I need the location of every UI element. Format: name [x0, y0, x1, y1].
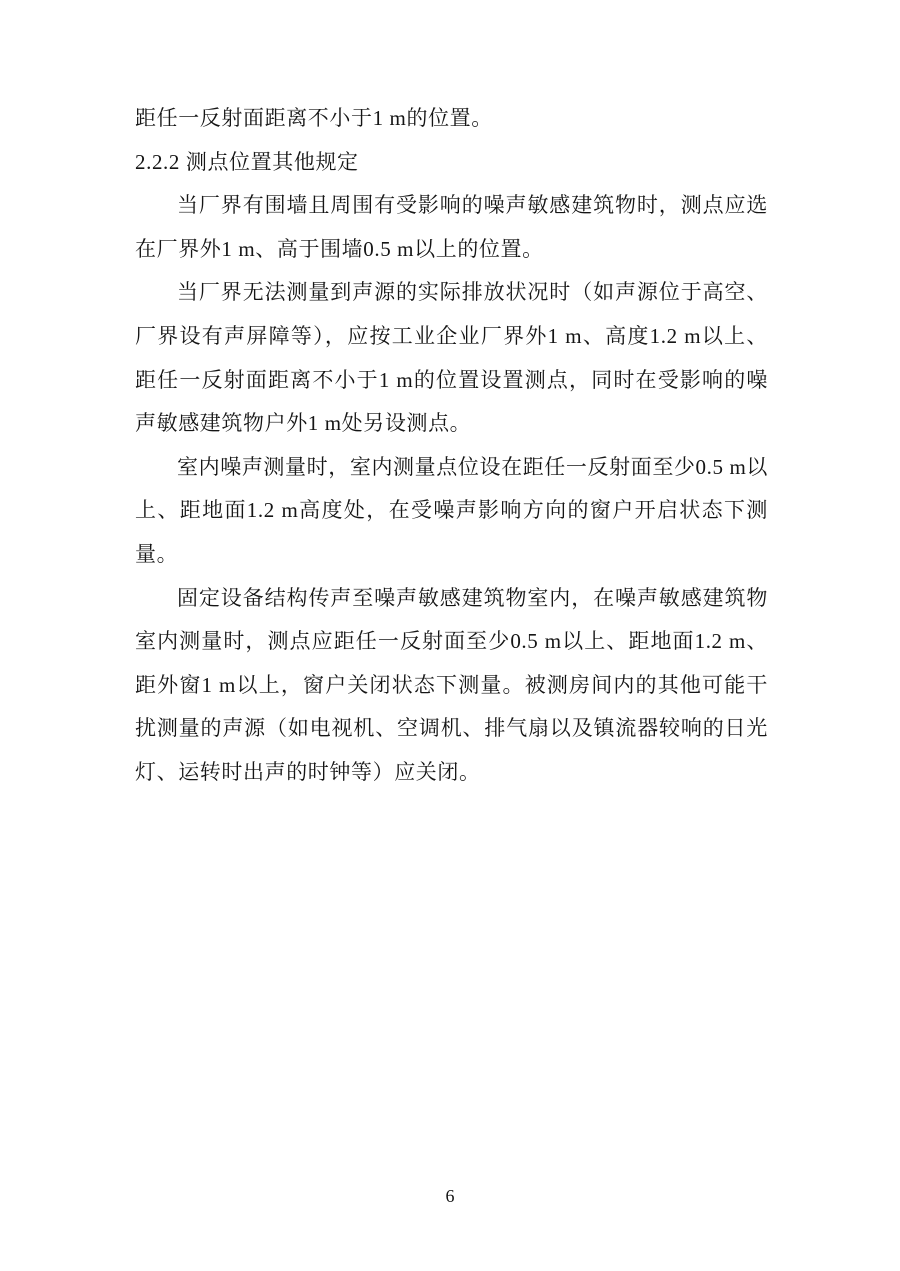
paragraph-continuation: 距任一反射面距离不小于1 m的位置。 [135, 106, 493, 130]
section-heading: 2.2.2 测点位置其他规定 [135, 149, 359, 174]
paragraph: 固定设备结构传声至噪声敏感建筑物室内，在噪声敏感建筑物室内测量时，测点应距任一反射面至少0.5 m以上、距地面1.2 m、距外窗1 m以上，窗户关闭状态下测量。被测房间内的其他可能干扰测量的声源（如电视机、空调机、排气扇以及镇流器较响的日光灯、运转时出声的时钟等）应关闭。 [135, 585, 768, 784]
paragraph: 室内噪声测量时，室内测量点位设在距任一反射面至少0.5 m以上、距地面1.2 m高度处，在受噪声影响方向的窗户开启状态下测量。 [135, 454, 768, 566]
paragraph: 当厂界有围墙且周围有受影响的噪声敏感建筑物时，测点应选在厂界外1 m、高于围墙0.5 m以上的位置。 [135, 193, 768, 261]
document-body [135, 97, 768, 795]
page-number: 6 [445, 1186, 455, 1206]
paragraph: 当厂界无法测量到声源的实际排放状况时（如声源位于高空、厂界设有声屏障等），应按工业企业厂界外1 m、高度1.2 m以上、距任一反射面距离不小于1 m的位置设置测点，同时在受影响的噪声敏感建筑物户外1 m处另设测点。 [135, 280, 768, 436]
